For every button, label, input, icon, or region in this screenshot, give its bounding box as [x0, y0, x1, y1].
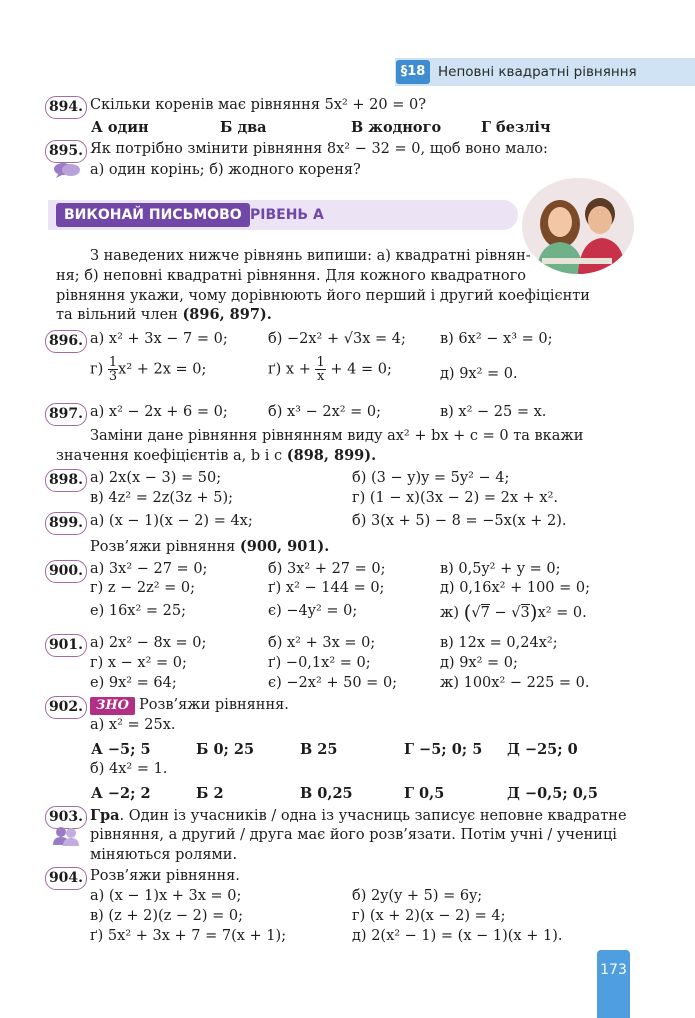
- banner-label: ВИКОНАЙ ПИСЬМОВО: [56, 203, 250, 227]
- problem-number-903: 903.: [45, 806, 87, 829]
- problem-894-option-a: А один: [91, 119, 149, 136]
- problem-904-e: ґ) 5x² + 3x + 7 = 7(x + 1);: [90, 928, 287, 944]
- problem-900-d: г) z − 2z² = 0;: [90, 580, 196, 596]
- intro-line2: ня; б) неповні квадратні рівняння. Для кожного квадратного: [56, 268, 526, 284]
- problem-898-a: а) 2x(x − 3) = 50;: [90, 470, 222, 486]
- problem-number-900: 900.: [45, 560, 87, 583]
- problem-901-e: ґ) −0,1x² = 0;: [268, 655, 371, 671]
- problem-898-c: в) 4z² = 2z(3z + 5);: [90, 490, 233, 506]
- problem-904-a: а) (x − 1)x + 3x = 0;: [90, 888, 242, 904]
- problem-number-904: 904.: [45, 867, 87, 890]
- problem-901-i: ж) 100x² − 225 = 0.: [440, 675, 590, 691]
- problem-899-b: б) 3(x + 5) − 8 = −5x(x + 2).: [352, 513, 567, 529]
- problem-902-b-opt4: Г 0,5: [404, 785, 445, 802]
- problem-897-a: а) x² − 2x + 6 = 0;: [90, 404, 228, 420]
- problem-896-d: г) $\frac{1}{3}$ x² + 2x = 0;: [90, 355, 207, 384]
- problem-900-c: в) 0,5y² + y = 0;: [440, 561, 561, 577]
- problem-901-c: в) 12x = 0,24x²;: [440, 635, 558, 651]
- problem-904-f: д) 2(x² − 1) = (x − 1)(x + 1).: [352, 928, 563, 944]
- problem-902-a-opt4: Г −5; 0; 5: [404, 741, 483, 758]
- problem-901-h: є) −2x² + 50 = 0;: [268, 675, 398, 691]
- problem-900-f: д) 0,16x² + 100 = 0;: [440, 580, 590, 596]
- problem-897-c: в) x² − 25 = x.: [440, 404, 547, 420]
- discussion-icon: [53, 161, 81, 179]
- problem-number-897: 897.: [45, 403, 87, 426]
- problem-896-b: б) −2x² + √3x = 4;: [268, 331, 406, 347]
- problem-number-898: 898.: [45, 469, 87, 492]
- problem-902-a-opt5: Д −25; 0: [507, 741, 578, 758]
- problem-896-c: в) 6x² − x³ = 0;: [440, 331, 553, 347]
- problem-900-i: ж) (√7 − √3)x² = 0.: [440, 600, 587, 624]
- problem-902-b: б) 4x² = 1.: [90, 761, 168, 777]
- students-photo: [522, 178, 634, 274]
- problem-902-title: ЗНО Розв’яжи рівняння.: [90, 697, 289, 715]
- problem-number-901: 901.: [45, 634, 87, 657]
- problem-901-g: е) 9x² = 64;: [90, 675, 177, 691]
- problem-number-894: 894.: [45, 96, 87, 119]
- intro-line1: З наведених нижче рівнянь випиши: а) квадратні рівнян-: [90, 248, 531, 264]
- problem-902-b-opt2: Б 2: [196, 785, 224, 802]
- intro2-line2: значення коефіцієнтів a, b і c (898, 899).: [56, 447, 377, 464]
- intro3: Розв’яжи рівняння (900, 901).: [90, 538, 330, 555]
- problem-896-f: д) 9x² = 0.: [440, 366, 518, 382]
- problem-902-a-opt3: В 25: [300, 741, 338, 758]
- problem-894-option-d: Г безліч: [481, 119, 551, 136]
- zno-badge: ЗНО: [90, 697, 135, 715]
- problem-900-g: е) 16x² = 25;: [90, 603, 186, 619]
- problem-902-b-opt3: В 0,25: [300, 785, 353, 802]
- problem-902-b-opt5: Д −0,5; 0,5: [507, 785, 598, 802]
- problem-899-a: а) (x − 1)(x − 2) = 4x;: [90, 513, 253, 529]
- intro-line3: рівняння укажи, чому дорівнюють його перший і другий коефіцієнти: [56, 288, 590, 304]
- problem-896-a: а) x² + 3x − 7 = 0;: [90, 331, 228, 347]
- problem-903-line3: міняються ролями.: [90, 847, 238, 863]
- problem-894-option-b: Б два: [220, 119, 267, 136]
- problem-900-a: а) 3x² − 27 = 0;: [90, 561, 208, 577]
- problem-895-line2: а) один корінь; б) жодного кореня?: [90, 162, 361, 178]
- problem-901-d: г) x − x² = 0;: [90, 655, 187, 671]
- problem-904-b: б) 2y(y + 5) = 6y;: [352, 888, 483, 904]
- intro2-line1: Заміни дане рівняння рівнянням виду ax² + bx + c = 0 та вкажи: [90, 428, 584, 444]
- problem-number-896: 896.: [45, 330, 87, 353]
- banner-level: РІВЕНЬ А: [250, 207, 324, 223]
- problem-898-d: г) (1 − x)(3x − 2) = 2x + x².: [352, 490, 558, 506]
- problem-894-option-c: В жодного: [351, 119, 442, 136]
- page-number: 173: [597, 950, 630, 1018]
- pair-work-icon: [51, 826, 81, 846]
- problem-896-e: ґ) x + $\frac{1}{x}$ + 4 = 0;: [268, 355, 392, 384]
- problem-898-b: б) (3 − y)y = 5y² − 4;: [352, 470, 510, 486]
- problem-903-line2: рівняння, а другий / друга має його розв’язати. Потім учні / учениці: [90, 827, 617, 843]
- problem-904-d: г) (x + 2)(x − 2) = 4;: [352, 908, 506, 924]
- problem-894-text: Скільки коренів має рівняння 5x² + 20 = 0?: [90, 97, 426, 113]
- problem-902-a-opt1: А −5; 5: [91, 741, 151, 758]
- problem-902-a: а) x² = 25x.: [90, 717, 176, 733]
- problem-900-e: ґ) x² − 144 = 0;: [268, 580, 385, 596]
- problem-904-c: в) (z + 2)(z − 2) = 0;: [90, 908, 244, 924]
- problem-901-f: д) 9x² = 0;: [440, 655, 518, 671]
- problem-901-b: б) x² + 3x = 0;: [268, 635, 376, 651]
- section-badge: §18: [396, 60, 430, 84]
- problem-number-899: 899.: [45, 512, 87, 535]
- problem-900-b: б) 3x² + 27 = 0;: [268, 561, 386, 577]
- problem-number-895: 895.: [45, 140, 87, 163]
- problem-902-a-opt2: Б 0; 25: [196, 741, 255, 758]
- problem-903-line1: Гра. Один із учасників / одна із учасниць записує неповне квадратне: [90, 807, 627, 824]
- problem-904-title: Розв’яжи рівняння.: [90, 868, 240, 884]
- problem-897-b: б) x³ − 2x² = 0;: [268, 404, 382, 420]
- problem-895-line1: Як потрібно змінити рівняння 8x² − 32 = 0, щоб воно мало:: [90, 141, 548, 157]
- problem-number-902: 902.: [45, 696, 87, 719]
- intro-line4: та вільний член (896, 897).: [56, 306, 272, 323]
- problem-901-a: а) 2x² − 8x = 0;: [90, 635, 207, 651]
- section-title: Неповні квадратні рівняння: [438, 64, 637, 80]
- problem-902-b-opt1: А −2; 2: [91, 785, 151, 802]
- problem-900-h: є) −4y² = 0;: [268, 603, 358, 619]
